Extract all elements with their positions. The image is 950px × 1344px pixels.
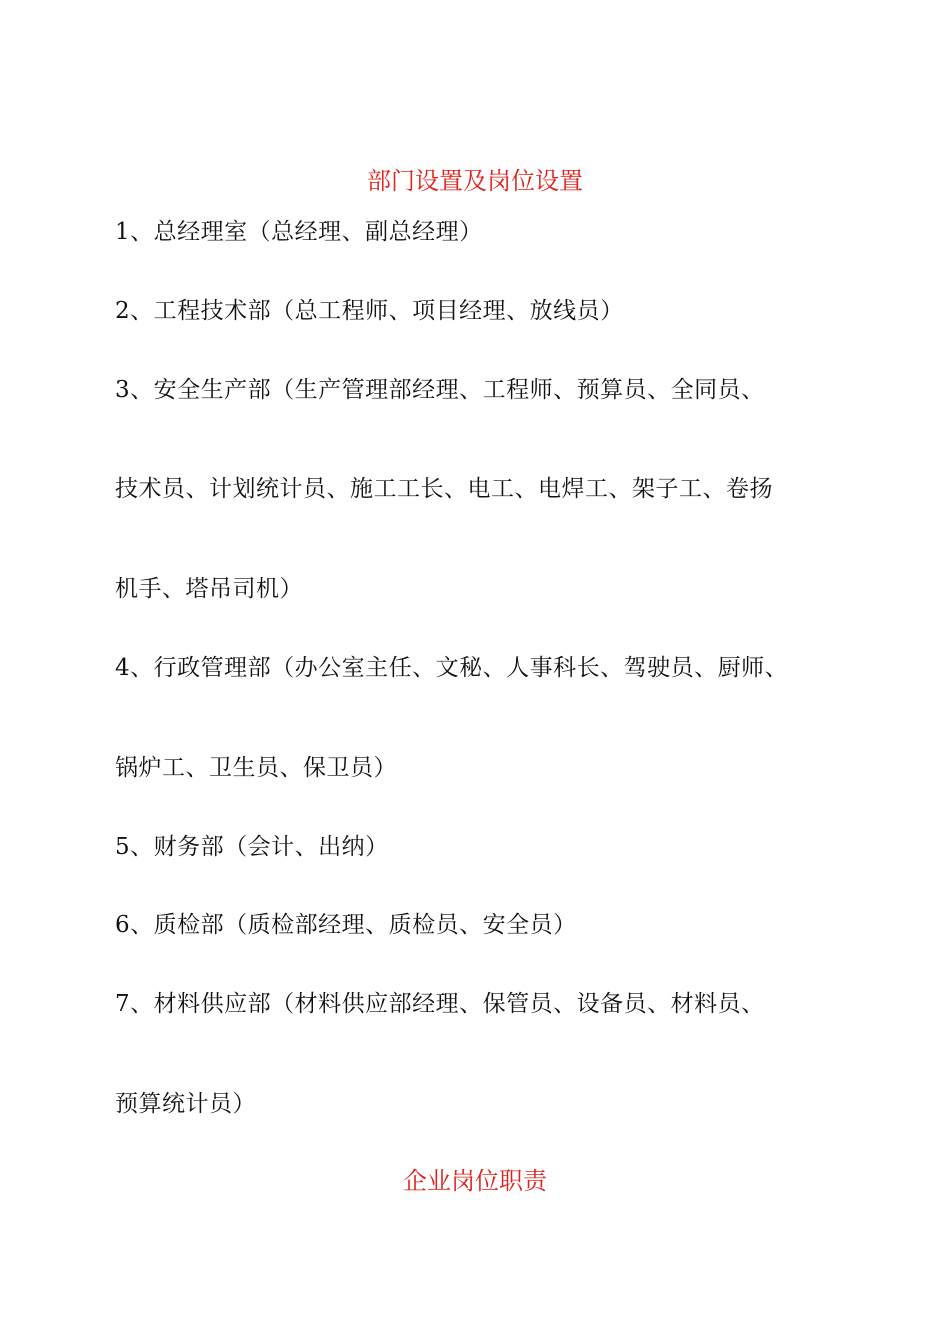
text-line-7: 锅炉工、卫生员、保卫员） — [115, 755, 397, 781]
text-line-9: 6、质检部（质检部经理、质检员、安全员） — [115, 912, 577, 938]
section-title: 企业岗位职责 — [403, 1167, 547, 1195]
text-line-10: 7、材料供应部（材料供应部经理、保管员、设备员、材料员、 — [115, 991, 765, 1017]
text-line-8: 5、财务部（会计、出纳） — [115, 834, 389, 860]
text-line-6: 4、行政管理部（办公室主任、文秘、人事科长、驾驶员、厨师、 — [115, 655, 789, 681]
text-line-4: 技术员、计划统计员、施工工长、电工、电焊工、架子工、卷扬 — [115, 476, 773, 502]
document-title: 部门设置及岗位设置 — [367, 167, 583, 195]
text-line-5: 机手、塔吊司机） — [115, 576, 303, 602]
text-line-11: 预算统计员） — [115, 1091, 256, 1117]
text-line-2: 2、工程技术部（总工程师、项目经理、放线员） — [115, 298, 624, 324]
text-line-1: 1、总经理室（总经理、副总经理） — [115, 219, 483, 245]
text-line-3: 3、安全生产部（生产管理部经理、工程师、预算员、全同员、 — [115, 377, 765, 403]
